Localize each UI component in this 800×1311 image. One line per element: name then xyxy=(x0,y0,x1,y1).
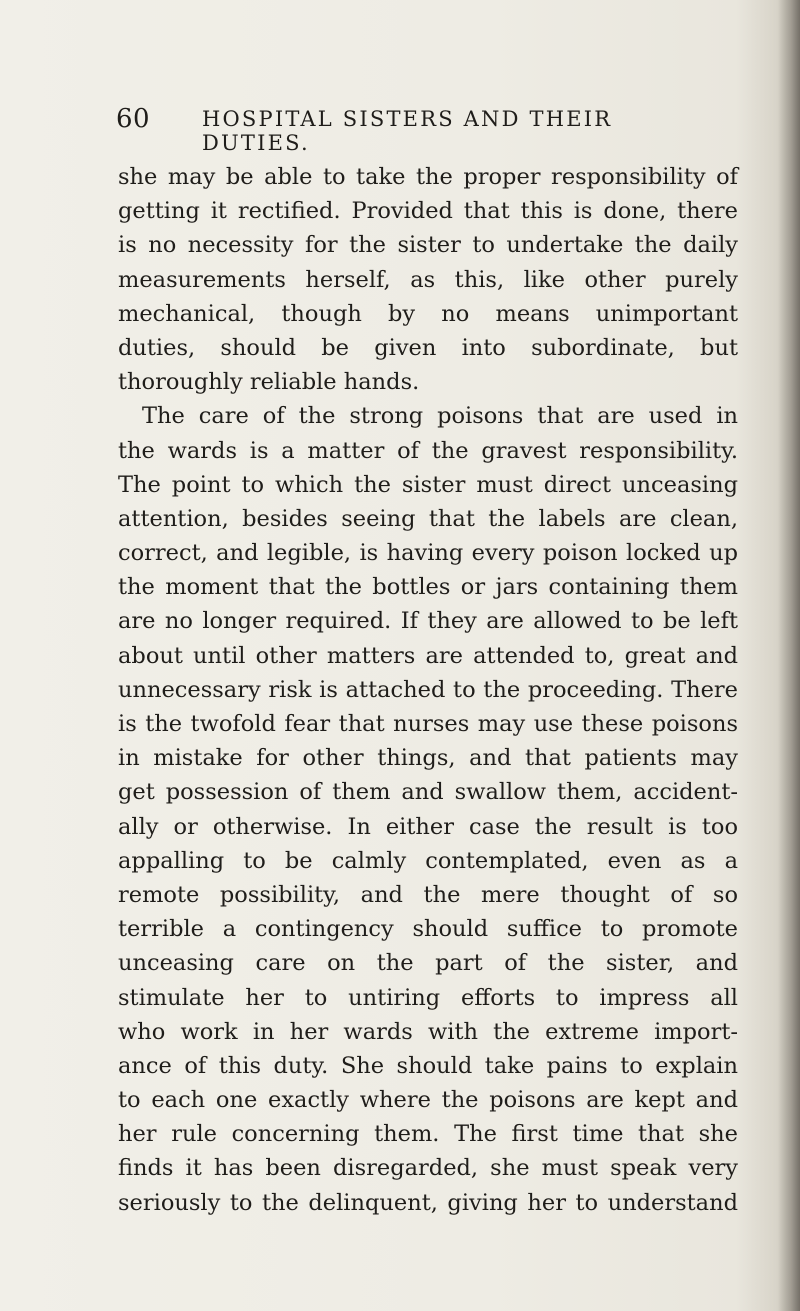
text-line: her rule concerning them. The first time that she xyxy=(118,1121,738,1148)
text-line: the wards is a matter of the gravest responsibility. xyxy=(118,437,738,464)
text-line: mechanical, though by no means unimportant xyxy=(118,300,738,327)
text-line: remote possibility, and the mere thought of so xyxy=(118,881,738,908)
text-line: unnecessary risk is attached to the proceeding. There xyxy=(118,676,738,703)
text-line: The point to which the sister must direct unceasing xyxy=(118,471,738,498)
text-line: in mistake for other things, and that patients may xyxy=(118,745,738,772)
text-line: unceasing care on the part of the sister, and xyxy=(118,950,738,977)
page-number: 60 xyxy=(116,104,151,134)
text-line: seriously to the delinquent, giving her to understand xyxy=(118,1189,738,1216)
body-text xyxy=(118,160,738,1220)
text-line: ance of this duty. She should take pains to explain xyxy=(118,1052,738,1079)
text-line: are no longer required. If they are allowed to be left xyxy=(118,608,738,635)
page-header xyxy=(116,104,706,155)
text-line: the moment that the bottles or jars containing them xyxy=(118,574,738,601)
text-line: who work in her wards with the extreme import- xyxy=(118,1018,738,1045)
text-line: get possession of them and swallow them, accident- xyxy=(118,779,738,806)
text-line: ally or otherwise. In either case the result is too xyxy=(118,813,738,840)
text-line: attention, besides seeing that the labels are clean, xyxy=(118,505,738,532)
text-line: she may be able to take the proper responsibility of xyxy=(118,164,738,190)
text-line: to each one exactly where the poisons are kept and xyxy=(118,1087,738,1114)
text-line: finds it has been disregarded, she must speak very xyxy=(118,1155,738,1182)
text-line: measurements herself, as this, like other purely xyxy=(118,266,738,293)
text-line: correct, and legible, is having every poison locked up xyxy=(118,540,738,567)
text-line: stimulate her to untiring efforts to impress all xyxy=(118,984,738,1011)
text-line: terrible a contingency should suffice to promote xyxy=(118,916,738,943)
text-line: appalling to be calmly contemplated, even as a xyxy=(118,847,738,874)
text-line: duties, should be given into subordinate, but xyxy=(118,334,738,361)
text-line: is no necessity for the sister to undertake the daily xyxy=(118,232,738,259)
text-line: thoroughly reliable hands. xyxy=(118,369,420,396)
page-edge-shadow xyxy=(778,0,800,1311)
text-line: getting it rectified. Provided that this is done, there xyxy=(118,198,738,225)
running-head: HOSPITAL SISTERS AND THEIR DUTIES. xyxy=(202,107,613,155)
text-line: is the twofold fear that nurses may use these poisons xyxy=(118,711,738,737)
text-line: The care of the strong poisons that are used in xyxy=(142,403,738,430)
text-line: about until other matters are attended to, great and xyxy=(118,642,738,669)
